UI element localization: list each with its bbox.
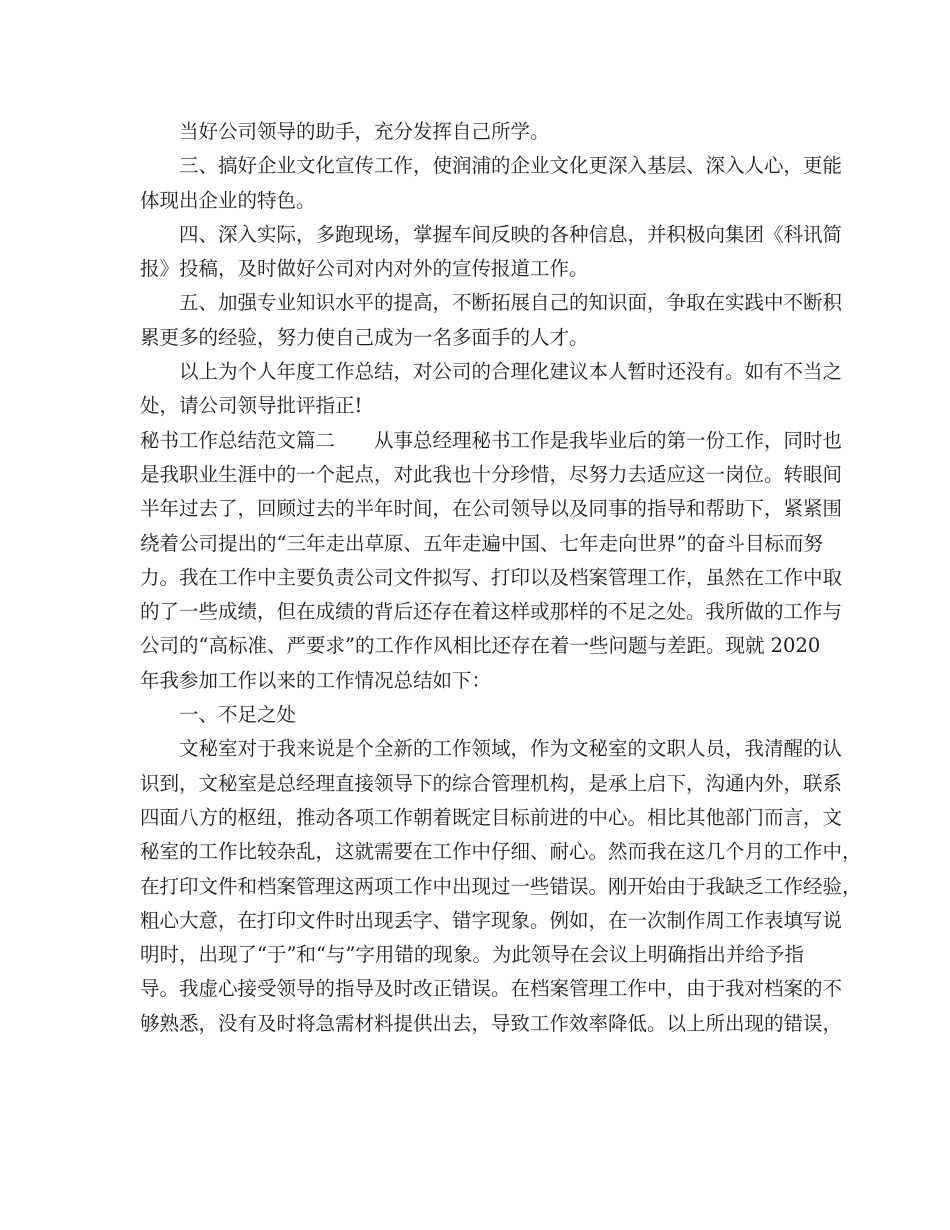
text-line: 以上为个人年度工作总结，对公司的合理化建议本人暂时还没有。如有不当之 <box>179 360 843 384</box>
text-line: 当好公司领导的助手，充分发挥自己所学。 <box>179 120 550 143</box>
text-line: 五、加强专业知识水平的提高，不断拓展自己的知识面，争取在实践中不断积 <box>179 291 843 315</box>
text-line: 四、深入实际，多跑现场，掌握车间反映的各种信息，并积极向集团《科讯简 <box>179 222 843 246</box>
text-line: 半年过去了，回顾过去的半年时间，在公司领导以及同事的指导和帮助下，紧紧围 <box>140 497 843 521</box>
text-line: 四面八方的枢纽，推动各项工作朝着既定目标前进的中心。相比其他部门而言，文 <box>140 805 843 829</box>
subheading-line: 一、不足之处 <box>179 703 297 727</box>
text-line: 是我职业生涯中的一个起点，对此我也十分珍惜，尽努力去适应这一岗位。转眼间 <box>140 462 843 486</box>
text-line: 在打印文件和档案管理这两项工作中出现过一些错误。刚开始由于我缺乏工作经验， <box>140 874 862 898</box>
text-line: 年我参加工作以来的工作情况总结如下： <box>140 668 492 692</box>
text-line: 体现出企业的特色。 <box>140 188 316 212</box>
text-line: 绕着公司提出的“三年走出草原、五年走遍中国、七年走向世界”的奋斗目标而努 <box>140 531 823 555</box>
text-line: 粗心大意，在打印文件时出现丢字、错字现象。例如，在一次制作周工作表填写说 <box>140 908 843 932</box>
text-line: 文秘室对于我来说是个全新的工作领域，作为文秘室的文职人员，我清醒的认 <box>179 737 843 761</box>
text-line: 力。我在工作中主要负责公司文件拟写、打印以及档案管理工作，虽然在工作中取 <box>140 565 843 589</box>
text-line: 识到，文秘室是总经理直接领导下的综合管理机构，是承上启下，沟通内外，联系 <box>140 771 843 795</box>
text-line: 处，请公司领导批评指正! <box>140 394 363 418</box>
text-line: 够熟悉，没有及时将急需材料提供出去，导致工作效率降低。以上所出现的错误， <box>140 1011 843 1035</box>
text-line: 秘室的工作比较杂乱，这就需要在工作中仔细、耐心。然而我在这几个月的工作中， <box>140 840 862 864</box>
text-line: 明时，出现了“于”和“与”字用错的现象。为此领导在会议上明确指出并给予指 <box>140 943 804 967</box>
text-line: 公司的“高标准、严要求”的工作作风相比还存在着一些问题与差距。现就 2020 <box>140 634 821 658</box>
text-line: 累更多的经验，努力使自己成为一名多面手的人才。 <box>140 325 589 349</box>
text-line: 的了一些成绩，但在成绩的背后还存在着这样或那样的不足之处。我所做的工作与 <box>140 600 843 624</box>
text-line: 导。我虚心接受领导的指导及时改正错误。在档案管理工作中，由于我对档案的不 <box>140 977 843 1001</box>
text-line: 报》投稿，及时做好公司对内对外的宣传报道工作。 <box>140 257 589 281</box>
section-heading-line: 秘书工作总结范文篇二 从事总经理秘书工作是我毕业后的第一份工作，同时也 <box>140 428 843 452</box>
document-body <box>140 115 862 1041</box>
text-line: 三、搞好企业文化宣传工作，使润浦的企业文化更深入基层、深入人心，更能 <box>179 154 843 178</box>
